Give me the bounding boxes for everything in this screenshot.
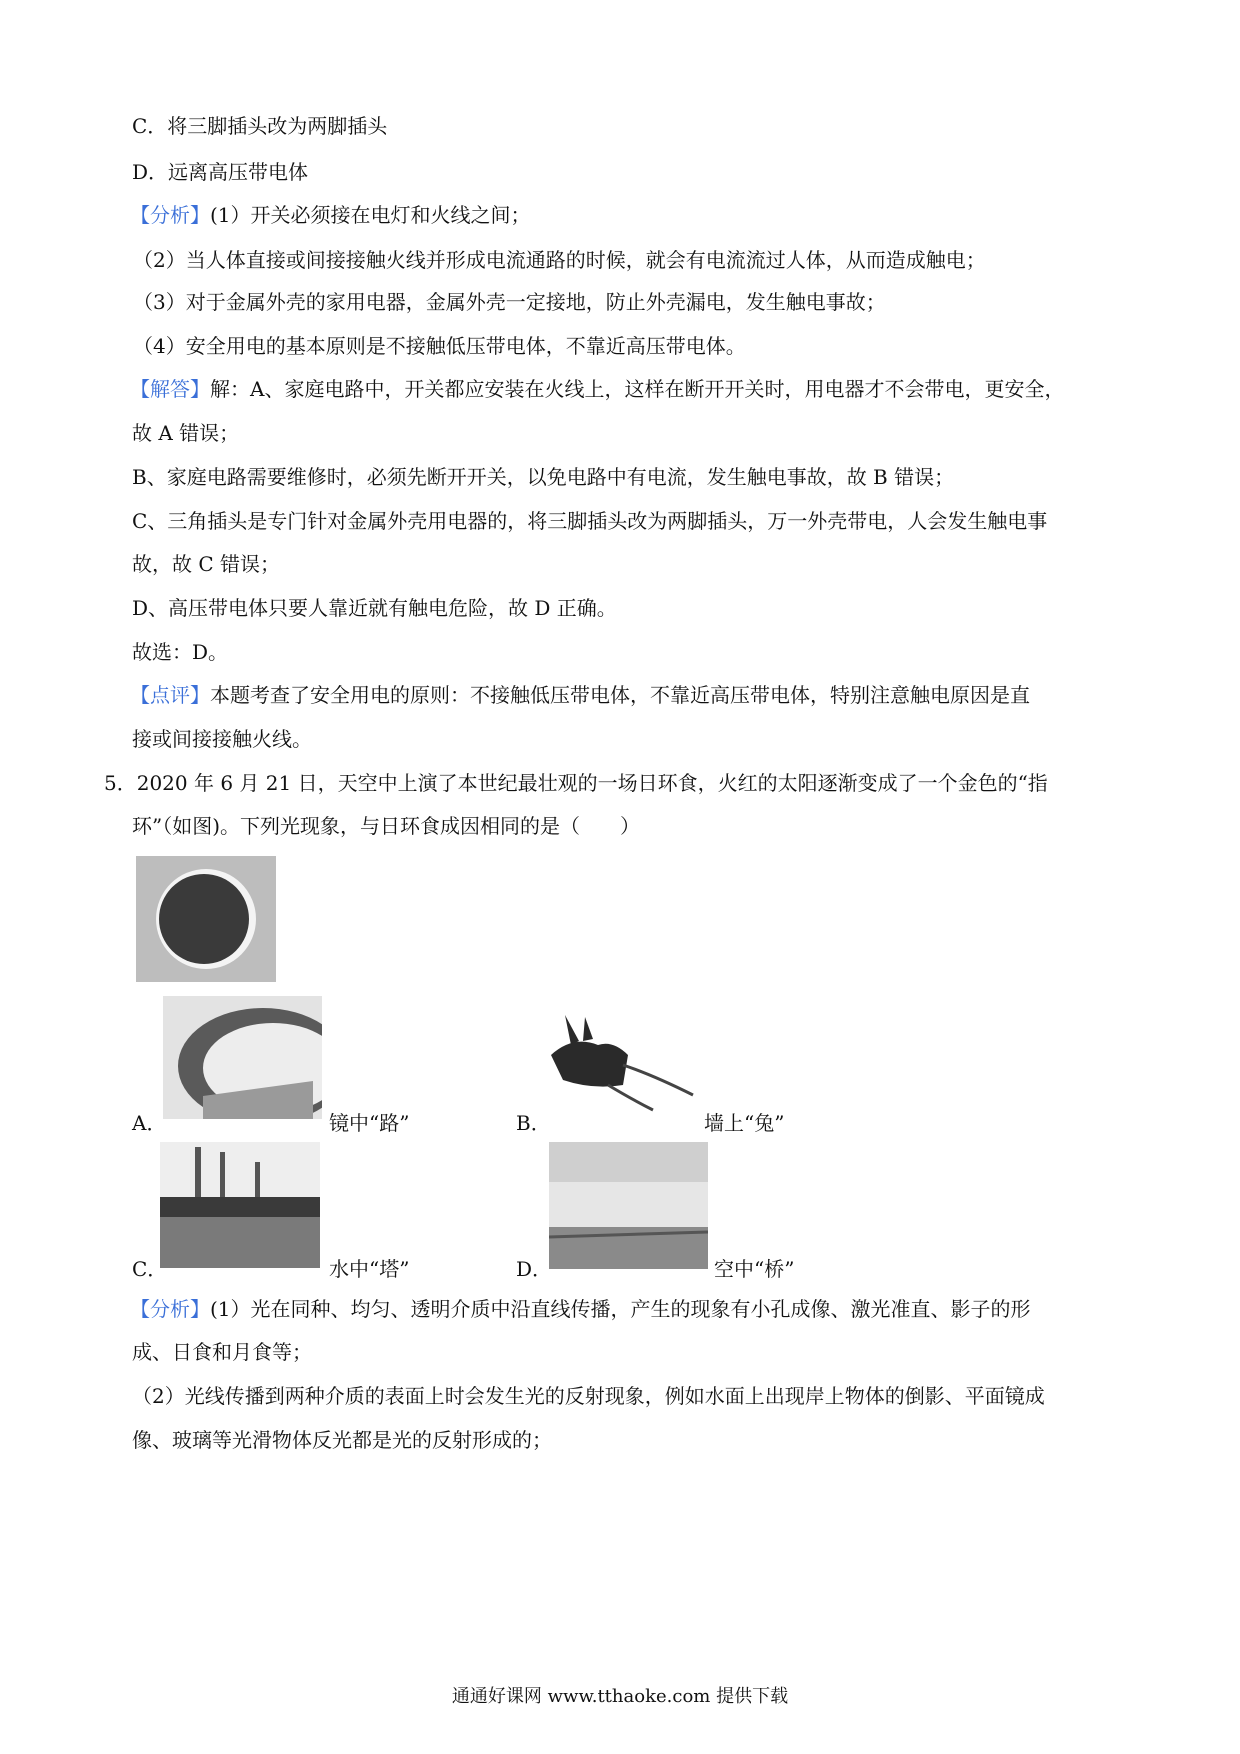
option-b-image bbox=[543, 1015, 699, 1127]
line-08: 故 A 错误； bbox=[132, 421, 240, 445]
line-07-text: 解：A、家庭电路中，开关都应安装在火线上，这样在断开开关时，用电器才不会带电，更安全， bbox=[210, 377, 1065, 401]
analysis-tag-2: 【分析】 bbox=[130, 1297, 210, 1321]
line-12: D、高压带电体只要人靠近就有触电危险，故 D 正确。 bbox=[132, 596, 617, 620]
line-11: 故，故 C 错误； bbox=[132, 552, 281, 576]
line-02: D．远离高压带电体 bbox=[132, 160, 309, 184]
line-06: （4）安全用电的基本原则是不接触低压带电体，不靠近高压带电体。 bbox=[133, 334, 746, 358]
option-a-label: A． bbox=[132, 1111, 167, 1135]
line-15: 接或间接接触火线。 bbox=[132, 727, 312, 751]
line-18 bbox=[130, 1297, 1031, 1321]
line-14-text: 本题考查了安全用电的原则：不接触低压带电体，不靠近高压带电体，特别注意触电原因是直 bbox=[210, 683, 1030, 707]
line-03 bbox=[130, 203, 531, 227]
option-a-image bbox=[163, 996, 322, 1119]
analysis-tag: 【分析】 bbox=[130, 203, 210, 227]
line-10: C、三角插头是专门针对金属外壳用电器的，将三脚插头改为两脚插头，万一外壳带电，人会发生触电事 bbox=[132, 509, 1048, 533]
line-05: （3）对于金属外壳的家用电器，金属外壳一定接地，防止外壳漏电，发生触电事故； bbox=[133, 290, 886, 314]
question-5: 5．2020 年 6 月 21 日，天空中上演了本世纪最壮观的一场日环食，火红的太阳逐渐变成了一个金色的“指 bbox=[104, 771, 1048, 795]
line-04: （2）当人体直接或间接接触火线并形成电流通路的时候，就会有电流流过人体，从而造成触电； bbox=[133, 248, 986, 272]
option-d-image bbox=[549, 1142, 708, 1269]
line-18-text: (1）光在同种、均匀、透明介质中沿直线传播，产生的现象有小孔成像、激光准直、影子的形 bbox=[210, 1297, 1031, 1321]
annular-eclipse-image bbox=[136, 856, 276, 982]
eclipse-graphic bbox=[136, 856, 276, 982]
line-07 bbox=[130, 377, 1064, 401]
line-14 bbox=[130, 683, 1030, 707]
line-13: 故选：D。 bbox=[132, 640, 229, 664]
option-d-label: D． bbox=[516, 1257, 553, 1281]
line-19: 成、日食和月食等； bbox=[132, 1340, 312, 1364]
line-09: B、家庭电路需要维修时，必须先断开开关，以免电路中有电流，发生触电事故，故 B 错误； bbox=[132, 465, 955, 489]
comment-tag: 【点评】 bbox=[130, 683, 210, 707]
option-a-text: 镜中“路” bbox=[329, 1111, 410, 1135]
option-c-image bbox=[160, 1142, 320, 1268]
option-b-label: B． bbox=[516, 1111, 551, 1135]
page-footer: 通通好课网 www.tthaoke.com 提供下载 bbox=[451, 1686, 789, 1707]
option-c-text: 水中“塔” bbox=[329, 1257, 410, 1281]
line-03-text: (1）开关必须接在电灯和火线之间； bbox=[210, 203, 531, 227]
answer-tag: 【解答】 bbox=[130, 377, 210, 401]
line-17: 环”（如图)。下列光现象，与日环食成因相同的是（ ） bbox=[132, 814, 641, 838]
option-b-text: 墙上“兔” bbox=[704, 1111, 785, 1135]
line-01: C．将三脚插头改为两脚插头 bbox=[132, 114, 388, 138]
option-d-text: 空中“桥” bbox=[714, 1257, 795, 1281]
option-c-label: C． bbox=[132, 1257, 168, 1281]
line-21: 像、玻璃等光滑物体反光都是光的反射形成的； bbox=[132, 1428, 552, 1452]
line-20: （2）光线传播到两种介质的表面上时会发生光的反射现象，例如水面上出现岸上物体的倒影、平面镜成 bbox=[132, 1384, 1045, 1408]
